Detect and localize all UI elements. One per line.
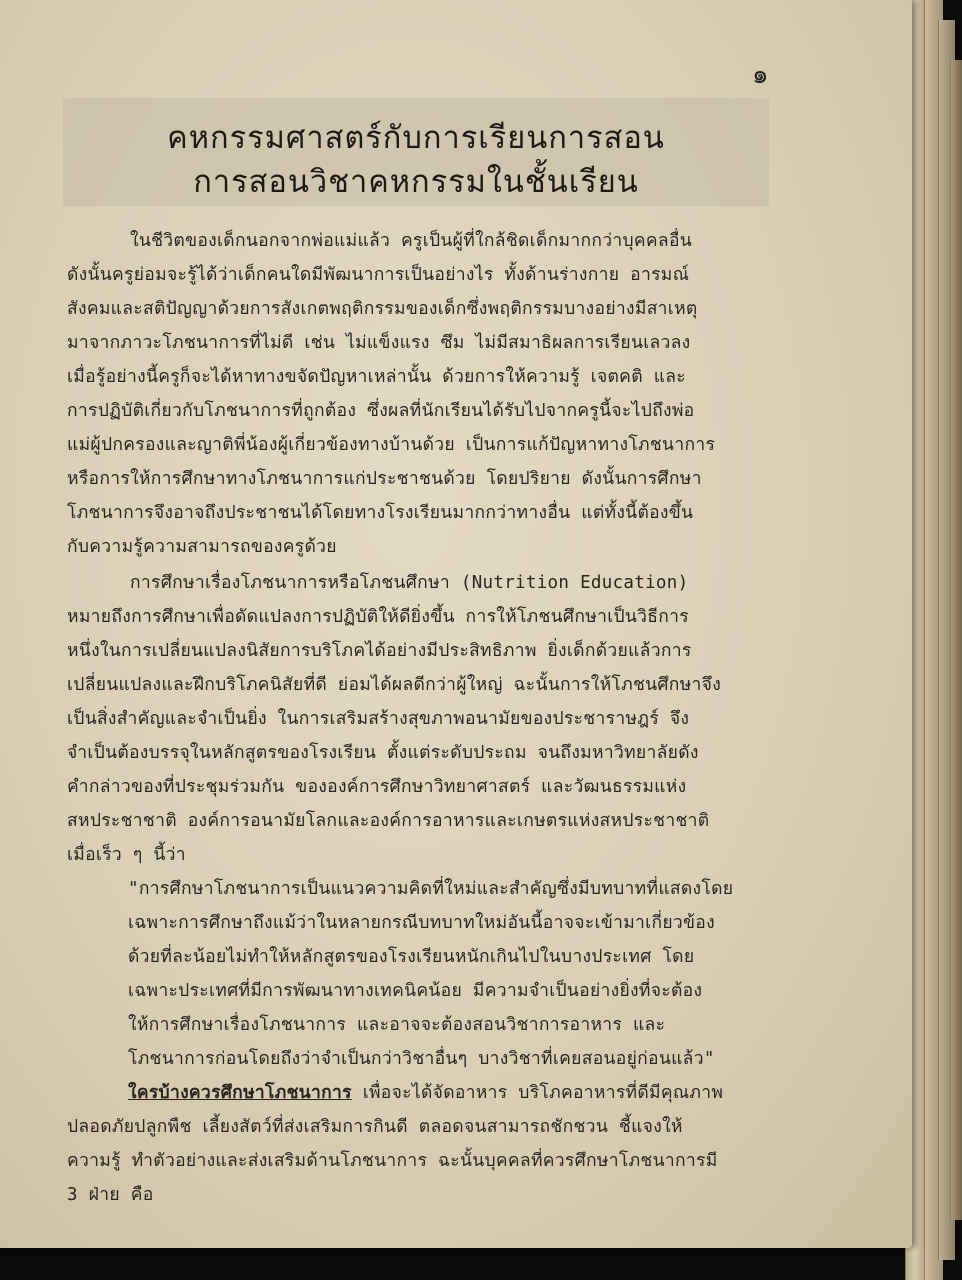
paragraph-line: แม่ผู้ปกครองและญาติพี่น้องผู้เกี่ยวข้องทางบ้านด้วย เป็นการแก้ปัญหาทางโภชนาการ — [67, 435, 716, 455]
paragraph-line: จำเป็นต้องบรรจุในหลักสูตรของโรงเรียน ตั้งแต่ระดับประถม จนถึงมหาวิทยาลัยดัง — [67, 743, 699, 763]
section-heading: ใครบ้างควรศึกษาโภชนาการ — [128, 1083, 352, 1103]
paragraph-line: หรือการให้การศึกษาทางโภชนาการแก่ประชาชนด้วย โดยปริยาย ดังนั้นการศึกษา — [67, 469, 702, 489]
paragraph-line: สังคมและสติปัญญาด้วยการสังเกตพฤติกรรมของเด็กซึ่งพฤติกรรมบางอย่างมีสาเหตุ — [67, 299, 698, 319]
paragraph-line: ปลอดภัยปลูกพืช เลี้ยงสัตว์ที่ส่งเสริมการกินดี ตลอดจนสามารถชักชวน ชี้แจงให้ — [67, 1117, 683, 1137]
quote-line: ให้การศึกษาเรื่องโภชนาการ และอาจจะต้องสอนวิชาการอาหาร และ — [128, 1015, 666, 1035]
paragraph-line: โภชนาการจึงอาจถึงประชาชนได้โดยทางโรงเรียนมากกว่าทางอื่น แต่ทั้งนี้ต้องขึ้น — [67, 503, 694, 523]
paragraph-line: หนึ่งในการเปลี่ยนแปลงนิสัยการบริโภคได้อย่างมีประสิทธิภาพ ยิ่งเด็กด้วยแล้วการ — [67, 641, 692, 661]
quote-line: "การศึกษาโภชนาการเป็นแนวความคิดที่ใหม่และสำคัญซึ่งมีบทบาทที่แสดงโดย — [128, 879, 734, 899]
page-number: ๑ — [752, 60, 769, 90]
page-title: คหกรรมศาสตร์กับการเรียนการสอน — [167, 120, 665, 156]
paragraph-line: การศึกษาเรื่องโภชนาการหรือโภชนศึกษา (Nutrition Education) — [130, 573, 689, 593]
paragraph-line: คำกล่าวของที่ประชุมร่วมกัน ขององค์การศึกษาวิทยาศาสตร์ และวัฒนธรรมแห่ง — [67, 777, 687, 797]
paragraph-line: กับความรู้ความสามารถของครูด้วย — [67, 537, 337, 557]
paragraph-line: ดังนั้นครูย่อมจะรู้ได้ว่าเด็กคนใดมีพัฒนาการเป็นอย่างไร ทั้งด้านร่างกาย อารมณ์ — [67, 265, 690, 285]
paragraph-line: มาจากภาวะโภชนาการที่ไม่ดี เช่น ไม่แข็งแรง ซึม ไม่มีสมาธิผลการเรียนเลวลง — [67, 333, 691, 353]
paragraph-line: เป็นสิ่งสำคัญและจำเป็นยิ่ง ในการเสริมสร้างสุขภาพอนามัยของประชาราษฎร์ จึง — [67, 709, 690, 729]
page-edge — [950, 60, 962, 1220]
page-subtitle: การสอนวิชาคหกรรมในชั้นเรียน — [193, 164, 639, 200]
title-block — [63, 98, 769, 206]
paragraph-line: ความรู้ ทำตัวอย่างและส่งเสริมด้านโภชนาการ ฉะนั้นบุคคลที่ควรศึกษาโภชนาการมี — [67, 1151, 718, 1171]
quote-line: ด้วยที่ละน้อยไม่ทำให้หลักสูตรของโรงเรียนหนักเกินไปในบางประเทศ โดย — [128, 947, 695, 967]
paragraph-line: หมายถึงการศึกษาเพื่อดัดแปลงการปฏิบัติให้ดียิ่งขึ้น การให้โภชนศึกษาเป็นวิธีการ — [67, 607, 689, 627]
paragraph-line: 3 ฝ่าย คือ — [67, 1185, 154, 1205]
quote-line: เฉพาะประเทศที่มีการพัฒนาทางเทคนิคน้อย มีความจำเป็นอย่างยิ่งที่จะต้อง — [128, 981, 703, 1001]
paragraph-line: เมื่อรู้อย่างนี้ครูก็จะได้หาทางขจัดปัญหาเหล่านั้น ด้วยการให้ความรู้ เจตคติ และ — [67, 367, 686, 387]
paragraph-line: การปฏิบัติเกี่ยวกับโภชนาการที่ถูกต้อง ซึ่งผลที่นักเรียนได้รับไปจากครูนี้จะไปถึงพ่อ — [67, 401, 695, 421]
paragraph-text: เพื่อจะได้จัดอาหาร บริโภคอาหารที่ดีมีคุณภาพ — [351, 1083, 724, 1103]
paragraph-line: ในชีวิตของเด็กนอกจากพ่อแม่แล้ว ครูเป็นผู้ที่ใกล้ชิดเด็กมากกว่าบุคคลอื่น — [130, 231, 693, 251]
paragraph-line: สหประชาชาติ องค์การอนามัยโลกและองค์การอาหารและเกษตรแห่งสหประชาชาติ — [67, 811, 710, 831]
quote-line: เฉพาะการศึกษาถึงแม้ว่าในหลายกรณีบทบาทใหม่อันนี้อาจจะเข้ามาเกี่ยวข้อง — [128, 913, 715, 933]
paragraph-line — [128, 1078, 723, 1106]
quote-line: โภชนาการก่อนโดยถึงว่าจำเป็นกว่าวิชาอื่นๆ บางวิชาที่เคยสอนอยู่ก่อนแล้ว" — [128, 1049, 715, 1069]
paragraph-line: เปลี่ยนแปลงและฝึกบริโภคนิสัยที่ดี ย่อมได้ผลดีกว่าผู้ใหญ่ ฉะนั้นการให้โภชนศึกษาจึง — [67, 675, 722, 695]
paragraph-line: เมื่อเร็ว ๆ นี้ว่า — [67, 845, 186, 865]
